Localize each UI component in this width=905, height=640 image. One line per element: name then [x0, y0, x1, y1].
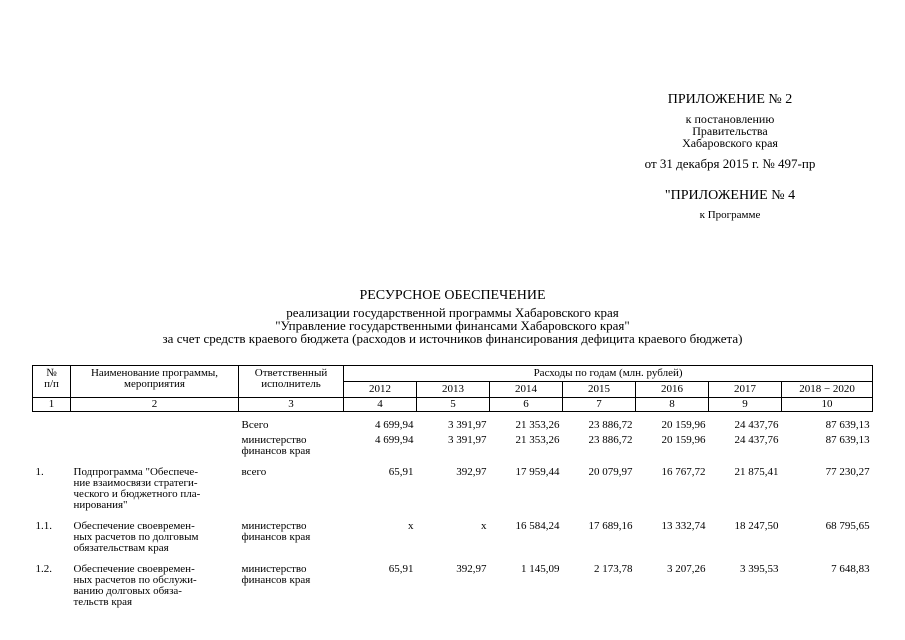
- table-row: [33, 418, 873, 433]
- row-value: 392,97: [456, 563, 487, 575]
- spacer-row: [33, 610, 873, 616]
- resource-table: [32, 365, 873, 616]
- row-value: 3 207,26: [667, 563, 706, 575]
- header-executor: [239, 366, 344, 398]
- header-year: 2018 − 2020: [782, 382, 873, 398]
- row-name: [71, 519, 239, 556]
- column-index: 2: [71, 398, 239, 412]
- column-index: 4: [344, 398, 417, 412]
- row-executor: [239, 562, 344, 610]
- table-row: [33, 519, 873, 556]
- row-name-line: нирования": [73, 499, 128, 511]
- row-value: 17 959,44: [515, 466, 560, 478]
- column-index: 6: [490, 398, 563, 412]
- row-executor-line: Всего: [241, 419, 269, 431]
- row-value: х: [408, 520, 414, 532]
- subtitle-line: реализации государственной программы Хабаровского края: [286, 305, 619, 320]
- row-value: 24 437,76: [734, 419, 779, 431]
- subtitle-line: за счет средств краевого бюджета (расходов и источников финансирования дефицита краевого бюджета): [162, 331, 743, 346]
- row-value: 4 699,94: [375, 419, 414, 431]
- row-executor: [239, 418, 344, 433]
- row-executor-line: финансов края: [241, 574, 311, 586]
- header-expenses: Расходы по годам (млн. рублей): [344, 366, 873, 382]
- appendix-line: Правительства: [692, 124, 768, 138]
- row-value: 87 639,13: [825, 419, 870, 431]
- row-executor: [239, 433, 344, 459]
- appendix-title: ПРИЛОЖЕНИЕ № 2: [667, 92, 793, 107]
- row-value: 1 145,09: [521, 563, 560, 575]
- row-value: 21 353,26: [515, 434, 560, 446]
- row-executor-line: финансов края: [241, 445, 311, 457]
- row-value: х: [481, 520, 487, 532]
- row-value: 77 230,27: [825, 466, 870, 478]
- row-name-line: ческого и бюджетного пла-: [73, 488, 201, 500]
- row-name-line: Подпрограмма "Обеспече-: [73, 466, 198, 478]
- row-executor-line: министерство: [241, 434, 307, 446]
- row-name-line: Обеспечение своевремен-: [73, 520, 195, 532]
- table-row: [33, 433, 873, 459]
- row-value: 65,91: [388, 466, 414, 478]
- appendix-line: к постановлению: [685, 112, 775, 126]
- header-year: 2012: [344, 382, 417, 398]
- row-value: 392,97: [456, 466, 487, 478]
- header-exec-line: Ответственный: [254, 367, 328, 379]
- row-value: 21 875,41: [734, 466, 779, 478]
- row-value: 87 639,13: [825, 434, 870, 446]
- header-year: 2015: [563, 382, 636, 398]
- column-index: 1: [33, 398, 71, 412]
- row-value: 20 159,96: [661, 434, 706, 446]
- row-value: 23 886,72: [588, 434, 633, 446]
- row-number: 1.1.: [35, 520, 52, 532]
- row-name: [71, 433, 239, 459]
- header-num-line: п/п: [44, 378, 59, 390]
- header-year: 2016: [636, 382, 709, 398]
- row-number: [33, 418, 71, 433]
- column-index: 9: [709, 398, 782, 412]
- row-value: 16 767,72: [661, 466, 706, 478]
- header-num-line: №: [46, 367, 57, 379]
- row-executor-line: министерство: [241, 563, 307, 575]
- row-name-line: обязательствам края: [73, 542, 169, 554]
- table-header-row: [33, 366, 873, 382]
- header-name-line: мероприятия: [124, 378, 185, 390]
- row-name: [71, 465, 239, 513]
- row-value: 16 584,24: [515, 520, 560, 532]
- document-subtitle: [0, 306, 905, 345]
- row-value: 20 159,96: [661, 419, 706, 431]
- row-executor: [239, 519, 344, 556]
- row-name-line: ванию долговых обяза-: [73, 585, 182, 597]
- appendix-date: от 31 декабря 2015 г. № 497-пр: [644, 156, 816, 171]
- row-value: 17 689,16: [588, 520, 633, 532]
- row-name-line: ных расчетов по обслужи-: [73, 574, 197, 586]
- row-number: [33, 433, 71, 459]
- appendix-reference: [560, 113, 900, 149]
- row-value: 65,91: [388, 563, 414, 575]
- row-value: 21 353,26: [515, 419, 560, 431]
- column-index: 10: [782, 398, 873, 412]
- row-executor-line: финансов края: [241, 531, 311, 543]
- row-value: 18 247,50: [734, 520, 779, 532]
- row-value: 23 886,72: [588, 419, 633, 431]
- table-row: [33, 562, 873, 610]
- appendix-line: Хабаровского края: [682, 136, 778, 150]
- header-year: 2017: [709, 382, 782, 398]
- row-value: 7 648,83: [831, 563, 870, 575]
- row-name-line: ных расчетов по долговым: [73, 531, 199, 543]
- header-exec-line: исполнитель: [261, 378, 321, 390]
- row-name-line: ние взаимосвязи стратеги-: [73, 477, 198, 489]
- header-num: [33, 366, 71, 398]
- row-value: 2 173,78: [594, 563, 633, 575]
- row-value: 4 699,94: [375, 434, 414, 446]
- column-index-row: [33, 398, 873, 412]
- appendix-4-title: "ПРИЛОЖЕНИЕ № 4: [664, 188, 796, 203]
- row-name-line: тельств края: [73, 596, 133, 608]
- header-year: 2014: [490, 382, 563, 398]
- subtitle-line: "Управление государственными финансами Хабаровского края": [275, 318, 630, 333]
- row-value: 24 437,76: [734, 434, 779, 446]
- column-index: 3: [239, 398, 344, 412]
- row-number: 1.: [35, 466, 44, 478]
- appendix-4-subtitle: к Программе: [699, 209, 761, 221]
- row-value: 13 332,74: [661, 520, 706, 532]
- row-number: 1.2.: [35, 563, 52, 575]
- row-value: 3 391,97: [448, 434, 487, 446]
- row-name: [71, 562, 239, 610]
- row-value: 20 079,97: [588, 466, 633, 478]
- row-executor-line: всего: [241, 466, 267, 478]
- table-row: [33, 465, 873, 513]
- column-index: 7: [563, 398, 636, 412]
- document-title: РЕСУРСНОЕ ОБЕСПЕЧЕНИЕ: [359, 288, 546, 303]
- row-executor-line: министерство: [241, 520, 307, 532]
- row-value: 3 391,97: [448, 419, 487, 431]
- row-name: [71, 418, 239, 433]
- row-value: 3 395,53: [740, 563, 779, 575]
- row-executor: [239, 465, 344, 513]
- header-name-line: Наименование программы,: [90, 367, 219, 379]
- row-name-line: Обеспечение своевремен-: [73, 563, 195, 575]
- column-index: 5: [417, 398, 490, 412]
- column-index: 8: [636, 398, 709, 412]
- header-year: 2013: [417, 382, 490, 398]
- row-value: 68 795,65: [825, 520, 870, 532]
- header-name: [71, 366, 239, 398]
